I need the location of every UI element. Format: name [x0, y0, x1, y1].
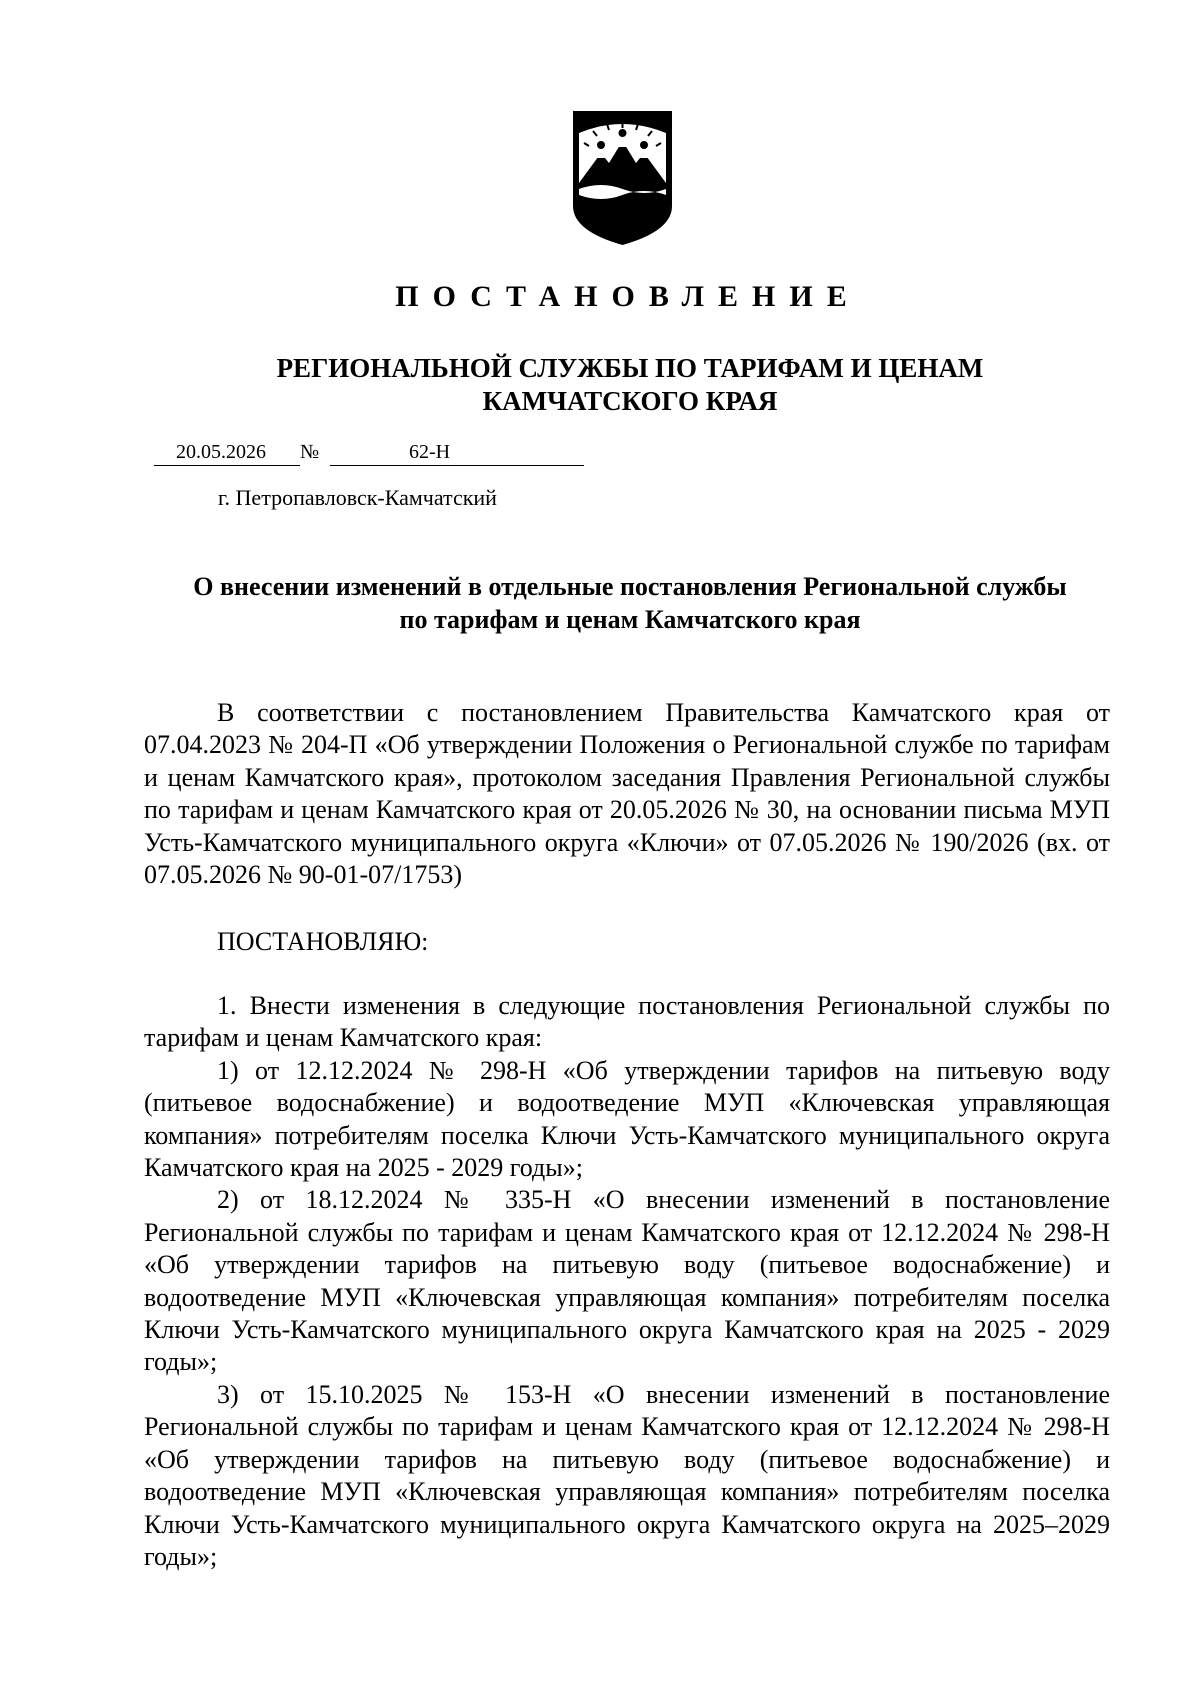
date-underline: [154, 464, 300, 466]
sub-item-2: 2) от 18.12.2024 № 335-Н «О внесении изменений в постановление Региональной службы по тарифам и ценам Камчатского края от 12.12.2024 № 298-Н «Об утверждении тарифов на питьевую воду (питьевое водоснабжение) и водоотведение МУП «Ключевская управляющая компания» потребителям поселка Ключи Усть-Камчатского муниципального округа Камчатского края на 2025 - 2029 годы»;: [144, 1185, 1110, 1377]
item-1: 1. Внести изменения в следующие постановления Региональной службы по тарифам и ценам Камчатского края:: [144, 991, 1110, 1053]
document-type-heading: ПОСТАНОВЛЕНИЕ: [395, 280, 861, 313]
title-line-2: по тарифам и ценам Камчатского края: [399, 605, 861, 634]
decree-word: ПОСТАНОВЛЯЮ:: [217, 927, 429, 956]
authority-line-2: КАМЧАТСКОГО КРАЯ: [482, 386, 778, 416]
preamble-paragraph: В соответствии с постановлением Правительства Камчатского края от 07.04.2023 № 204-П «Об утверждении Положения о Региональной службе по тарифам и ценам Камчатского края», протоколом заседания Правления Региональной службы по тарифам и ценам Камчатского края от 20.05.2026 № 30, на основании письма МУП Усть-Камчатского муниципального округа «Ключи» от 07.05.2026 № 190/2026 (вх. от 07.05.2026 № 90-01-07/1753): [144, 698, 1110, 890]
authority-line-1: РЕГИОНАЛЬНОЙ СЛУЖБЫ ПО ТАРИФАМ И ЦЕНАМ: [276, 353, 984, 383]
title-line-1: О внесении изменений в отдельные постановления Региональной службы: [193, 572, 1067, 601]
decree-items: [144, 990, 1110, 1573]
date-number-line: [154, 440, 584, 466]
document-number: 62-Н: [409, 441, 451, 463]
sub-item-3: 3) от 15.10.2025 № 153-Н «О внесении изменений в постановление Региональной службы по тарифам и ценам Камчатского края от 12.12.2024 № 298-Н «Об утверждении тарифов на питьевую воду (питьевое водоснабжение) и водоотведение МУП «Ключевская управляющая компания» потребителям поселка Ключи Усть-Камчатского муниципального округа Камчатского округа на 2025–2029 годы»;: [144, 1379, 1110, 1571]
document-date: 20.05.2026: [176, 441, 266, 463]
number-sign: №: [300, 441, 320, 463]
document-title: [140, 570, 1120, 636]
issuing-authority: [150, 352, 1110, 418]
number-underline: [330, 464, 584, 466]
city-of-issue: г. Петропавловск-Камчатский: [218, 485, 497, 510]
sub-item-1: 1) от 12.12.2024 № 298-Н «Об утверждении тарифов на питьевую воду (питьевое водоснабжение) и водоотведение МУП «Ключевская управляющая компания» потребителям поселка Ключи Усть-Камчатского муниципального округа Камчатского края на 2025 - 2029 годы»;: [144, 1055, 1110, 1183]
kamchatka-coat-of-arms-icon: [571, 111, 674, 245]
